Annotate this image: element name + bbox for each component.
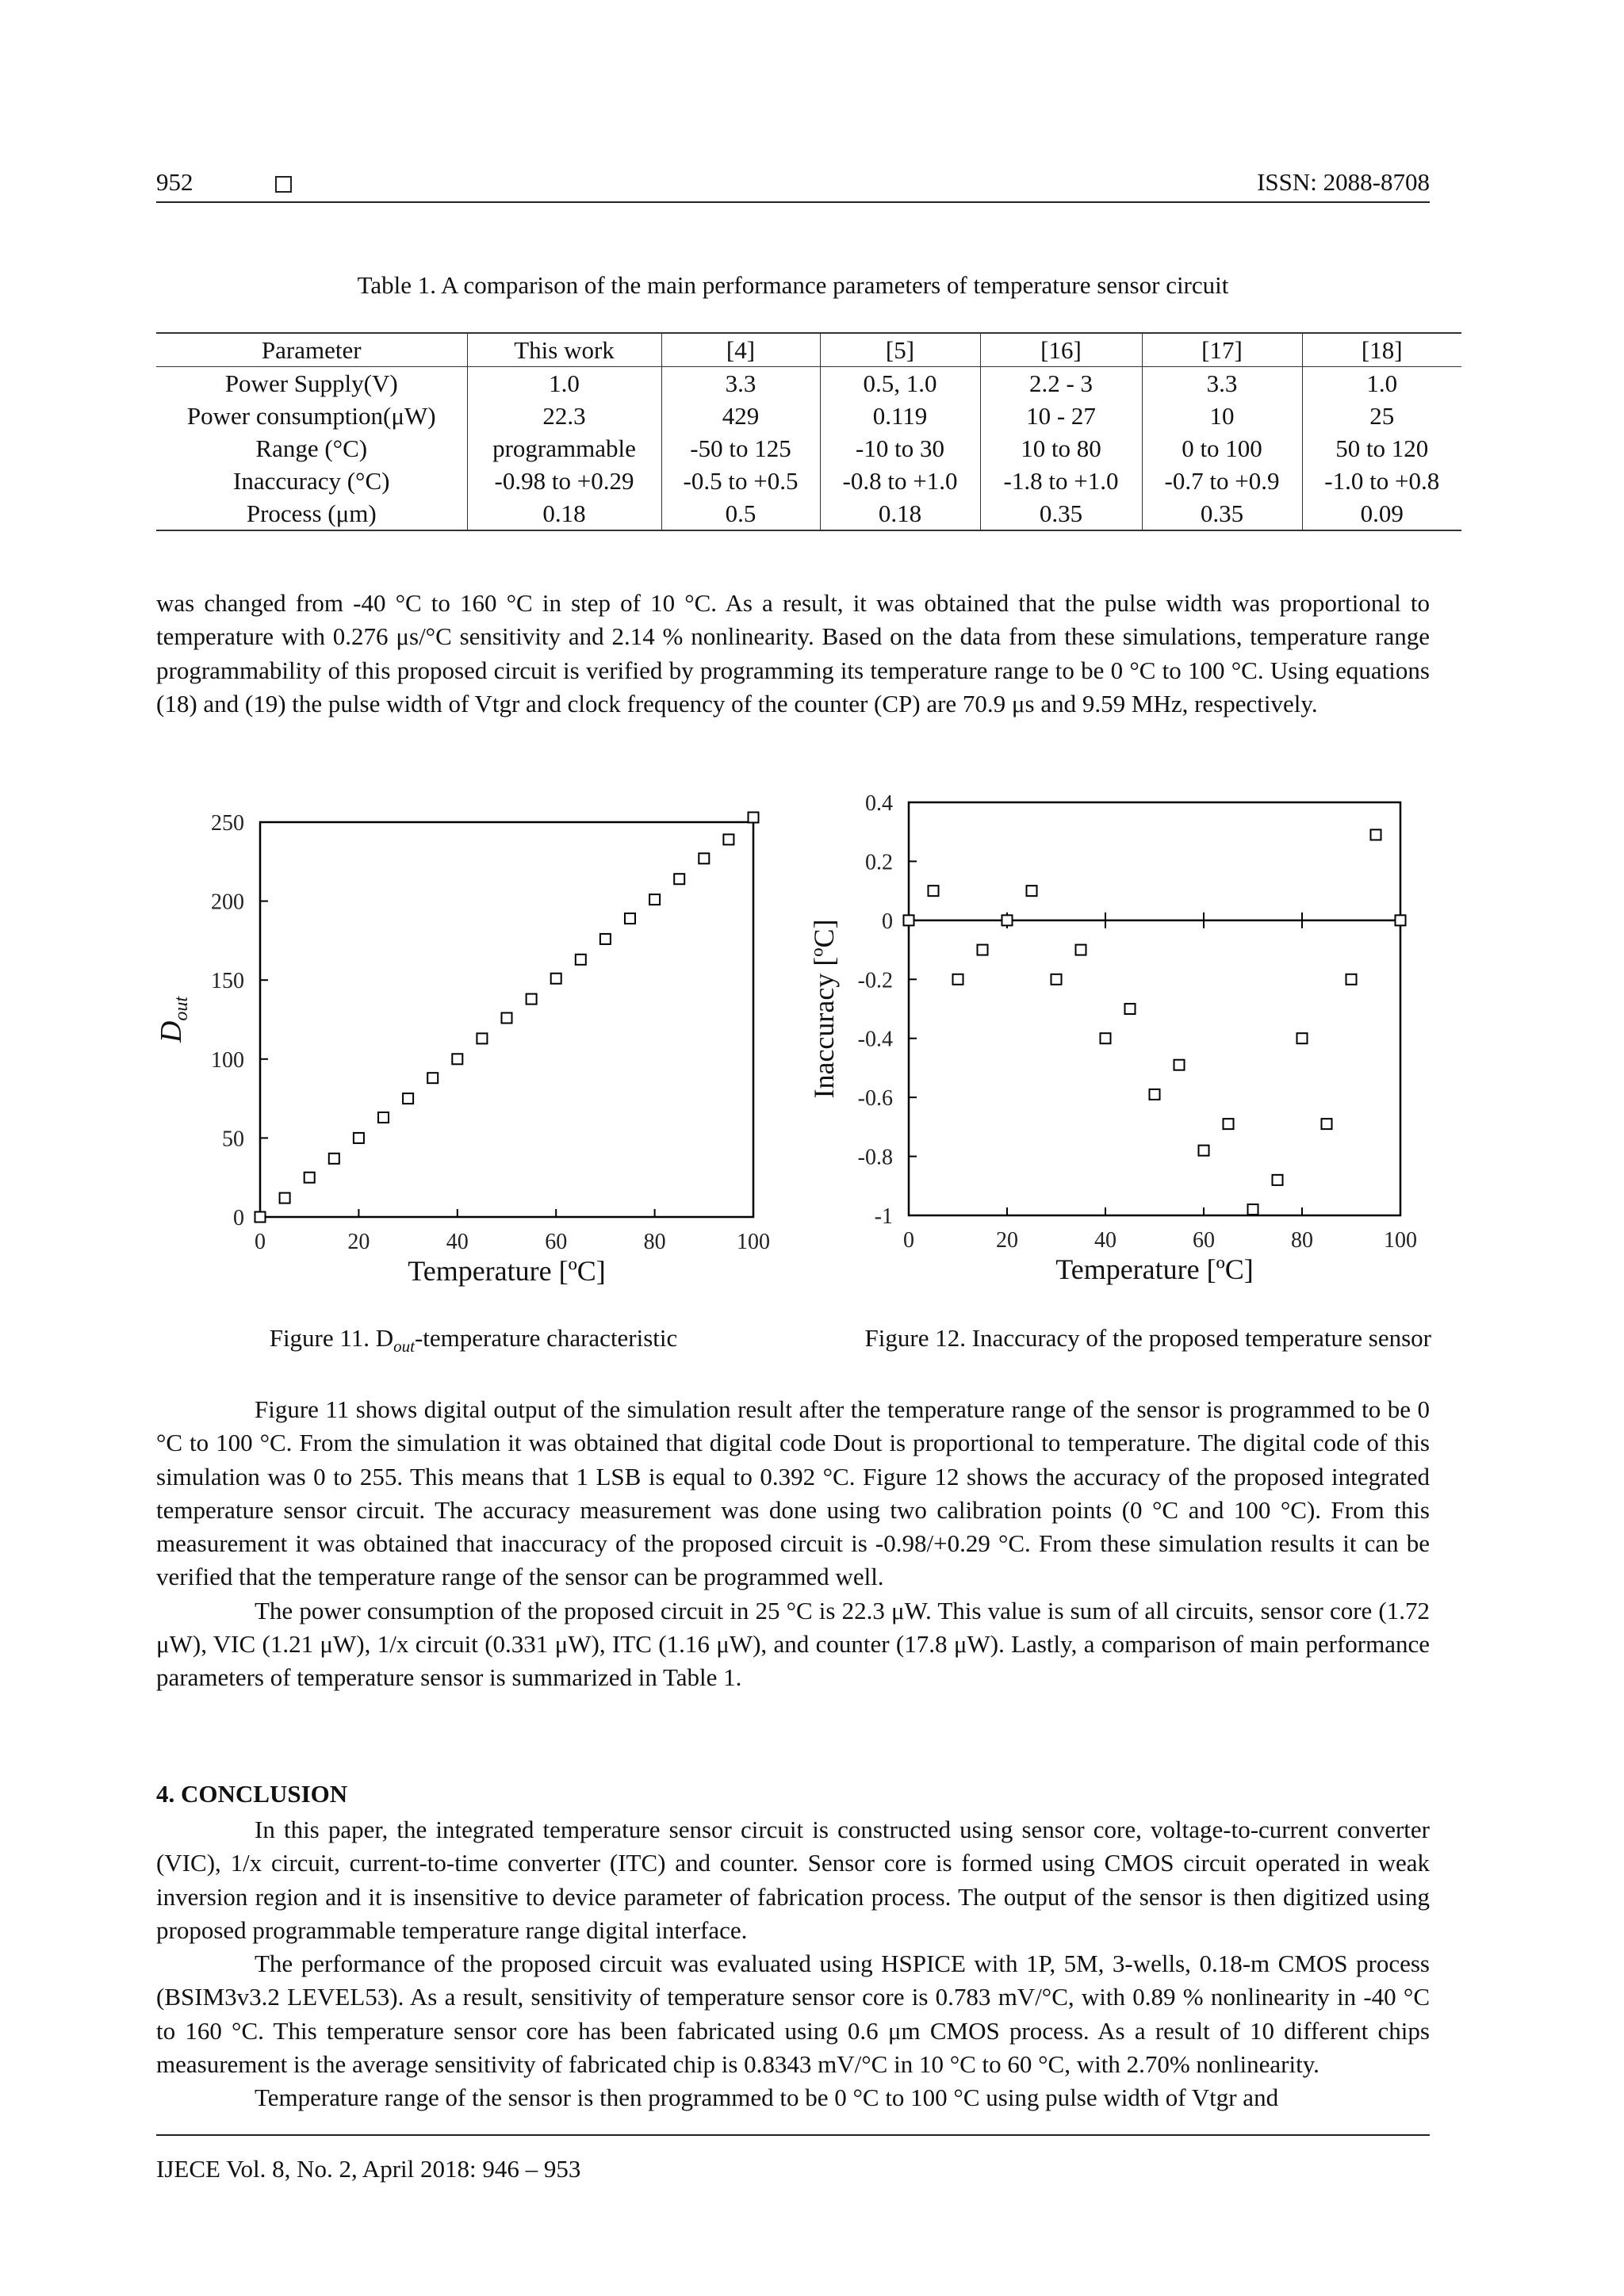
header-rule <box>156 201 1430 203</box>
table-cell: 10 to 80 <box>980 432 1142 465</box>
table-cell: Power consumption(μW) <box>156 400 467 432</box>
table-cell: -0.98 to +0.29 <box>467 465 661 497</box>
table-cell: 0.18 <box>467 497 661 530</box>
plot-frame <box>909 802 1400 1215</box>
table-cell: 3.3 <box>1142 367 1302 400</box>
data-point <box>929 886 939 896</box>
table-cell: -50 to 125 <box>661 432 820 465</box>
data-point <box>1297 1033 1308 1043</box>
y-tick-label: 200 <box>211 890 244 915</box>
data-point <box>699 853 709 863</box>
data-point <box>1396 915 1406 925</box>
x-tick-label: 60 <box>545 1230 568 1254</box>
x-tick-label: 100 <box>737 1230 770 1254</box>
table-cell: -1.0 to +0.8 <box>1324 467 1440 495</box>
issn: ISSN: 2088-8708 <box>1257 168 1430 196</box>
table-cell: 0.5 <box>661 497 820 530</box>
table-header-cell: [5] <box>820 333 980 367</box>
table-cell: Inaccuracy (°C) <box>156 465 467 497</box>
table-cell: 10 - 27 <box>980 400 1142 432</box>
y-axis-label: $D_{out}$ <box>155 996 192 1043</box>
table-row <box>156 497 1461 530</box>
x-tick-label: 80 <box>643 1230 666 1254</box>
y-tick-label: -0.6 <box>857 1086 893 1112</box>
data-point <box>1346 974 1357 985</box>
table-cell: -1.8 to +1.0 <box>980 465 1142 497</box>
data-point <box>1027 886 1037 896</box>
data-point <box>600 934 611 944</box>
data-point <box>1076 945 1086 955</box>
y-tick-label: 150 <box>211 969 244 994</box>
y-tick-label: 0.4 <box>865 791 893 816</box>
table-header-cell: [4] <box>661 333 820 367</box>
y-tick-label: 100 <box>211 1047 244 1073</box>
y-tick-label: 0 <box>233 1206 244 1230</box>
data-point <box>527 994 537 1004</box>
figure-12-caption: Figure 12. Inaccuracy of the proposed temperature sensor <box>864 1324 1431 1352</box>
table-cell: 0.09 <box>1302 497 1461 530</box>
table-cell: 429 <box>661 400 820 432</box>
y-tick-label: -0.2 <box>857 968 893 993</box>
table-row <box>156 465 1461 497</box>
footer-rule <box>156 2134 1430 2136</box>
square-icon <box>275 176 292 197</box>
data-point <box>378 1112 389 1123</box>
table-cell: 0.35 <box>1142 497 1302 530</box>
table-cell: 50 to 120 <box>1335 434 1429 462</box>
data-point <box>452 1054 462 1064</box>
y-axis-label: Inaccuracy [ºC] <box>808 919 840 1099</box>
y-tick-label: 50 <box>222 1127 244 1152</box>
table-cell: 0.35 <box>980 497 1142 530</box>
data-point <box>1051 974 1062 985</box>
table-cell: programmable <box>467 432 661 465</box>
table-cell: 22.3 <box>467 400 661 432</box>
table-caption: Table 1. A comparison of the main performance parameters of temperature sensor circuit <box>357 271 1229 299</box>
data-point <box>978 945 988 955</box>
data-point <box>551 974 561 984</box>
table-cell: Range (°C) <box>156 432 467 465</box>
data-point <box>427 1073 438 1083</box>
table-row <box>156 367 1461 400</box>
data-point <box>1322 1119 1332 1129</box>
data-point <box>1248 1204 1258 1215</box>
table-header-cell: Parameter <box>156 333 467 367</box>
table-header-cell: This work <box>467 333 661 367</box>
data-point <box>280 1193 290 1203</box>
conclusion-text <box>156 1813 1430 2115</box>
data-point <box>329 1154 339 1164</box>
table-cell: 0.18 <box>820 497 980 530</box>
figure-12-chart <box>801 785 1443 1292</box>
table-cell: -10 to 30 <box>820 432 980 465</box>
table-cell: -0.7 to +0.9 <box>1142 465 1302 497</box>
data-point <box>904 915 914 925</box>
data-point <box>723 834 733 844</box>
table-cell: 3.3 <box>661 367 820 400</box>
data-point <box>1199 1146 1209 1156</box>
paragraph-text: Temperature range of the sensor is then programmed to be 0 °C to 100 °C using pulse width of Vtgr and <box>255 2084 1279 2112</box>
paragraph-text: In this paper, the integrated temperature sensor circuit is constructed using sensor core, voltage-to-current converter (VIC), 1/x circuit, current-to-time converter (ITC) and counter. Sensor core is formed using CMOS circuit operated in weak inversion region and it is insensitive to device parameter of fabrication process. The output of the sensor is then digitized using proposed programmable temperature range digital interface. <box>156 1816 1430 1944</box>
table-cell: 0.5, 1.0 <box>820 367 980 400</box>
data-point <box>1002 915 1013 925</box>
x-tick-label: 40 <box>1094 1228 1116 1253</box>
figure-11-chart <box>143 785 777 1292</box>
y-tick-label: 0 <box>882 909 893 934</box>
y-tick-label: -0.4 <box>857 1027 893 1052</box>
x-tick-label: 40 <box>446 1230 469 1254</box>
x-tick-label: 20 <box>996 1228 1018 1253</box>
table-header-cell: [16] <box>980 333 1142 367</box>
paragraph-2 <box>156 1393 1430 1695</box>
data-point <box>1125 1004 1136 1014</box>
data-point <box>304 1173 315 1183</box>
table-cell: Process (μm) <box>156 497 467 530</box>
data-point <box>674 874 684 884</box>
data-point <box>1101 1033 1111 1043</box>
data-point <box>576 955 586 965</box>
x-tick-label: 0 <box>255 1230 266 1254</box>
x-tick-label: 20 <box>347 1230 370 1254</box>
x-tick-label: 80 <box>1291 1228 1313 1253</box>
paragraph-text: The power consumption of the proposed circuit in 25 °C is 22.3 μW. This value is sum of all circuits, sensor core (1.72 μW), VIC (1.21 μW), 1/x circuit (0.331 μW), ITC (1.16 μW), and counter (17.8 μW). Lastly, a comparison of main performance parameters of temperature sensor is summarized in Table 1. <box>156 1596 1430 1692</box>
comparison-table <box>156 332 1461 531</box>
data-point <box>502 1013 512 1024</box>
data-point <box>1150 1089 1160 1100</box>
data-point <box>255 1212 266 1223</box>
data-point <box>1273 1175 1283 1185</box>
x-axis-label: Temperature [ºC] <box>408 1255 606 1287</box>
data-point <box>953 974 963 985</box>
table-cell: 10 <box>1142 400 1302 432</box>
table-cell: 0 to 100 <box>1142 432 1302 465</box>
paragraph-text: was changed from -40 °C to 160 °C in step of 10 °C. As a result, it was obtained that the pulse width was proportional to temperature with 0.276 μs/°C sensitivity and 2.14 % nonlinearity. Based on the data from these simulations, temperature range programmability of this proposed circuit is verified by programming its temperature range to be 0 °C to 100 °C. Using equations (18) and (19) the pulse width of Vtgr and clock frequency of the counter (CP) are 70.9 μs and 9.59 MHz, respectively. <box>156 589 1430 718</box>
table-cell: 25 <box>1369 402 1395 430</box>
table-cell: 1.0 <box>1366 369 1398 397</box>
y-tick-label: -0.8 <box>857 1145 893 1170</box>
paragraph-text: Figure 11 shows digital output of the simulation result after the temperature range of the sensor is programmed to be 0 °C to 100 °C. From the simulation it was obtained that digital code Dout is proportional to temperature. The digital code of this simulation was 0 to 255. This means that 1 LSB is equal to 0.392 °C. Figure 12 shows the accuracy of the proposed integrated temperature sensor circuit. The accuracy measurement was done using two calibration points (0 °C and 100 °C). From this measurement it was obtained that inaccuracy of the proposed circuit is -0.98/+0.29 °C. From these simulation results it can be verified that the temperature range of the sensor can be programmed well. <box>156 1395 1430 1591</box>
data-point <box>625 913 635 924</box>
section-heading: 4. CONCLUSION <box>156 1780 348 1808</box>
x-tick-label: 60 <box>1193 1228 1215 1253</box>
paragraph-text: The performance of the proposed circuit was evaluated using HSPICE with 1P, 5M, 3-wells, 0.18-m CMOS process (BSIM3v3.2 LEVEL53). As a result, sensitivity of temperature sensor core is 0.783 mV/°C, with 0.89 % nonlinearity in -40 °C to 160 °C. This temperature sensor core has been fabricated using 0.6 μm CMOS process. As a result of 10 different chips measurement is the average sensitivity of fabricated chip is 0.8343 mV/°C in 10 °C to 60 °C, with 2.70% nonlinearity. <box>156 1950 1430 2079</box>
data-point <box>749 813 759 823</box>
data-point <box>354 1133 364 1143</box>
table-cell: 2.2 - 3 <box>980 367 1142 400</box>
y-tick-label: 250 <box>211 811 244 836</box>
x-axis-label: Temperature [ºC] <box>1055 1253 1254 1285</box>
y-tick-label: -1 <box>874 1204 893 1229</box>
x-tick-label: 0 <box>903 1228 914 1253</box>
paragraph-1 <box>156 587 1430 721</box>
data-point <box>1371 829 1381 840</box>
footer-citation: IJECE Vol. 8, No. 2, April 2018: 946 – 953 <box>156 2155 581 2183</box>
table-row <box>156 400 1461 432</box>
table-cell: 0.119 <box>820 400 980 432</box>
data-point <box>649 894 660 905</box>
table-cell: Power Supply(V) <box>156 367 467 400</box>
x-tick-label: 100 <box>1384 1228 1417 1253</box>
data-point <box>1224 1119 1234 1129</box>
y-tick-label: 0.2 <box>865 850 893 875</box>
table-header-cell: [18] <box>1302 333 1461 367</box>
data-point <box>1174 1060 1185 1070</box>
table-header-cell: [17] <box>1142 333 1302 367</box>
table-row <box>156 432 1461 465</box>
table-cell: -0.5 to +0.5 <box>661 465 820 497</box>
figure-11-caption: Figure 11. $D_{out}$-temperature characteristic <box>269 1324 678 1357</box>
data-point <box>477 1033 487 1043</box>
table-cell: -0.8 to +1.0 <box>820 465 980 497</box>
table-cell: 1.0 <box>467 367 661 400</box>
data-point <box>403 1093 413 1104</box>
page-number: 952 <box>156 168 193 196</box>
